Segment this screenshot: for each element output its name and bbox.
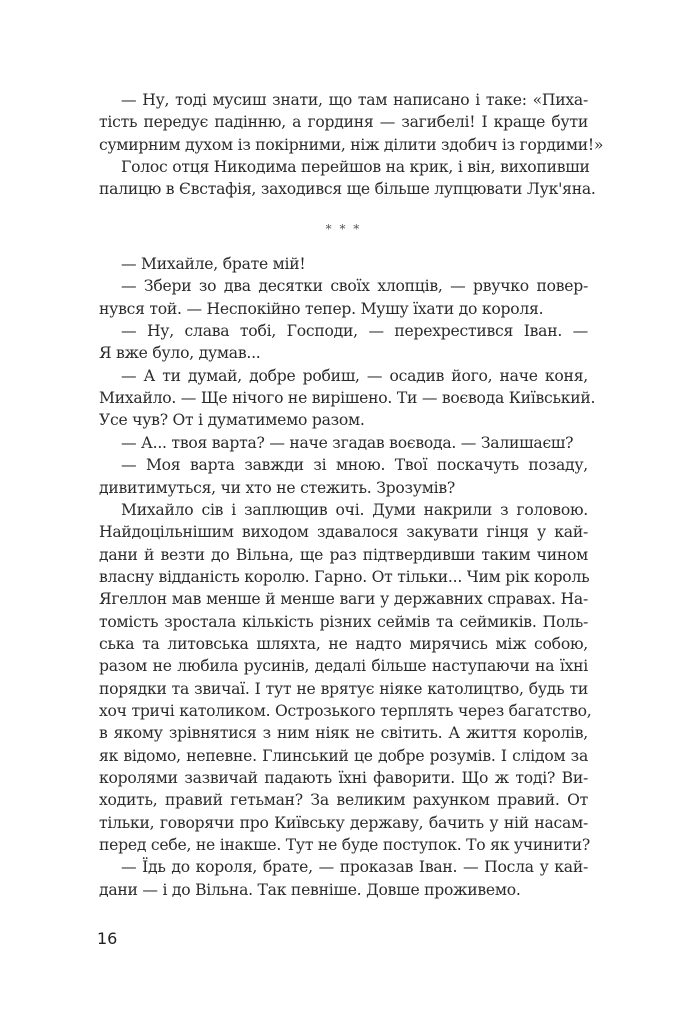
text-line: перед себе, не інакше. Тут не буде поступок. То як учинити? (99, 836, 590, 854)
text-line: — Ну, тоді мусиш знати, що там написано і таке: «Пиха- (121, 91, 588, 109)
text-line: тільки, говорячи про Київську державу, бачить у ній насам- (99, 813, 588, 832)
paragraph (99, 432, 588, 454)
text-line: ходить, правий гетьман? За великим рахунком правий. От (99, 791, 588, 810)
paragraph (99, 253, 588, 275)
text-line: порядки та звичаї. І тут не врятує ніяке католицтво, будь ти (99, 679, 588, 698)
book-page-text (99, 89, 604, 901)
text-line: — Збери зо два десятки своїх хлопців, — рвучко повер- (121, 277, 588, 296)
text-line: королями зазвичай падають їхні фаворити. Що ж тоді? Ви- (99, 768, 588, 787)
page-number: 16 (97, 929, 118, 948)
text-line: Найдоцільнішим виходом здавалося закувати гінця у кай- (99, 523, 588, 542)
text-line: палицю в Євстафія, заходився ще більше лупцювати Лук'яна. (99, 180, 596, 199)
paragraph (99, 89, 604, 156)
text-line: Михайло. — Ще нічого не вирішено. Ти — воєвода Київський. (99, 389, 596, 408)
text-line: хоч тричі католиком. Острозького терплять через багатство, (99, 701, 592, 720)
section-2 (99, 253, 596, 901)
text-line: в якому зрівнятися з ним ніяк не світить. А життя королів, (99, 724, 588, 743)
text-line: — А... твоя варта? — наче згадав воєвода. — Залишаєш? (121, 433, 574, 452)
paragraph (99, 454, 588, 499)
text-line: ська та литовська шляхта, не надто мирячись між собою, (99, 634, 588, 653)
text-line: — А ти думай, добре робиш, — осадив його, наче коня, (121, 366, 588, 385)
text-line: тість передує падінню, а гординя — загибелі! І краще бути (99, 113, 588, 132)
text-line: як відомо, непевне. Глинський це добре розумів. І слідом за (99, 746, 588, 765)
text-line: — Михайле, брате мій! (121, 255, 306, 274)
paragraph (99, 275, 588, 320)
paragraph (99, 499, 592, 857)
text-line: Голос отця Никодима перейшов на крик, і він, вихопивши (121, 158, 590, 177)
text-line: Я вже було, думав... (99, 344, 261, 363)
text-line: дани й везти до Вільна, ще раз підтвердивши таким чином (99, 545, 588, 564)
paragraph (99, 856, 588, 901)
section-separator: * * * (325, 221, 362, 236)
text-line: Ягеллон мав менше й менше ваги у державних справах. На- (99, 590, 588, 609)
text-line: — Їдь до короля, брате, — проказав Іван. — Посла у кай- (121, 858, 588, 877)
paragraph (99, 156, 596, 201)
text-line: — Моя варта завжди зі мною. Твої поскачуть позаду, (121, 456, 588, 475)
text-line: дани — і до Вільна. Так певніше. Довше проживемо. (99, 880, 521, 899)
text-line: томість зростала кількість різних сеймів та сеймиків. Поль- (99, 612, 588, 631)
text-line: Михайло сів і заплющив очі. Думи накрили з головою. (121, 500, 588, 519)
text-line: Усе чув? От і думатимемо разом. (99, 411, 365, 430)
paragraph (99, 365, 596, 432)
paragraph (99, 320, 588, 365)
text-line: разом не любила русинів, дедалі більше наступаючи на їхні (99, 657, 588, 676)
text-line: — Ну, слава тобі, Господи, — перехрестився Іван. — (121, 322, 588, 341)
text-line: дивитимуться, чи хто не стежить. Зрозумів? (99, 478, 455, 497)
text-line: власну відданість королю. Гарно. От тільки... Чим рік король (99, 567, 590, 586)
section-1 (99, 89, 604, 201)
text-line: нувся той. — Неспокійно тепер. Мушу їхати до короля. (99, 299, 544, 318)
text-line: сумирним духом із покірними, ніж ділити здобич із гордими!» (99, 135, 604, 154)
